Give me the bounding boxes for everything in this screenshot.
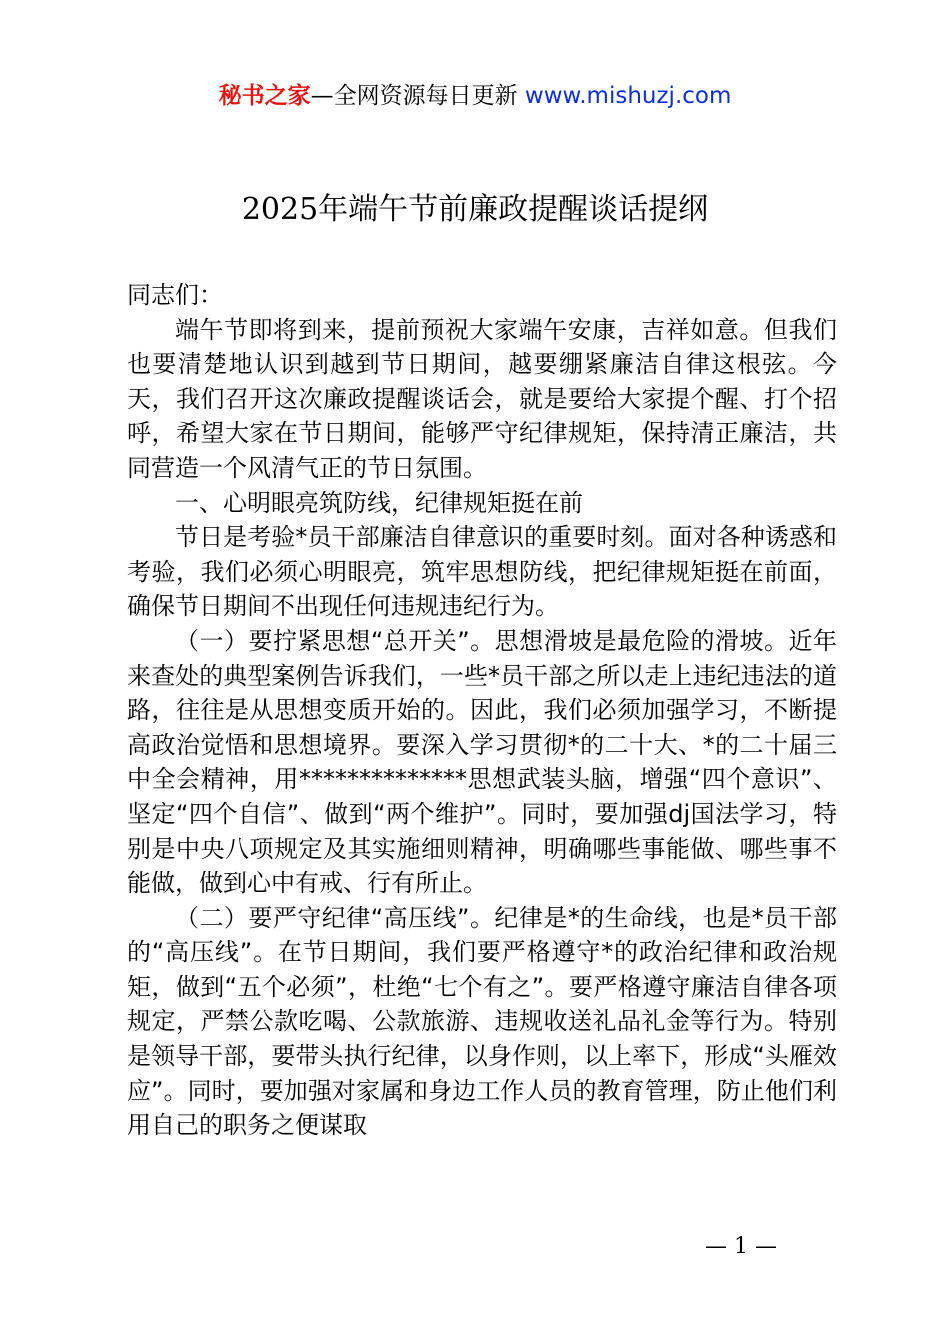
- page-number: — 1 —: [705, 1234, 777, 1259]
- document-title: 2025年端午节前廉政提醒谈话提纲: [241, 192, 709, 227]
- site-tagline: —全网资源每日更新: [310, 83, 525, 109]
- salutation: 同志们：: [127, 281, 223, 309]
- paragraph-intro: 端午节即将到来，提前预祝大家端午安康，吉祥如意。但我们也要清楚地认识到越到节日期间，越要绷紧廉洁自律这根弦。今天，我们召开这次廉政提醒谈话会，就是要给大家提个醒、打个招呼，希望大家在节日期间，能够严守纪律规矩，保持清正廉洁，共同营造一个风清气正的节日氛围。: [127, 315, 837, 482]
- site-banner: [0, 80, 950, 112]
- site-brand: 秘书之家: [218, 83, 311, 109]
- paragraph-point-1: （一）要拧紧思想“总开关”。思想滑坡是最危险的滑坡。近年来查处的典型案例告诉我们，一些*员干部之所以走上违纪违法的道路，往往是从思想变质开始的。因此，我们必须加强学习，不断提高政治觉悟和思想境界。要深入学习贯彻*的二十大、*的二十届三中全会精神，用**************思想武装头脑，增强“四个意识”、坚定“四个自信”、做到“两个维护”。同时，要加强dj国法学习，特别是中央八项规定及其实施细则精神，明确哪些事能做、哪些事不能做，做到心中有戒、行有所止。: [127, 626, 837, 898]
- paragraph-point-2: （二）要严守纪律“高压线”。纪律是*的生命线，也是*员干部的“高压线”。在节日期间，我们要严格遵守*的政治纪律和政治规矩，做到“五个必须”，杜绝“七个有之”。要严格遵守廉洁自律各项规定，严禁公款吃喝、公款旅游、违规收送礼品礼金等行为。特别是领导干部，要带头执行纪律，以身作则，以上率下，形成“头雁效应”。同时，要加强对家属和身边工作人员的教育管理，防止他们利用自己的职务之便谋取: [127, 903, 837, 1140]
- paragraph-section-1: 节日是考验*员干部廉洁自律意识的重要时刻。面对各种诱惑和考验，我们必须心明眼亮，筑牢思想防线，把纪律规矩挺在前面，确保节日期间不出现任何违规违纪行为。: [127, 523, 837, 621]
- site-url-link[interactable]: www.mishuzj.com: [524, 83, 732, 109]
- document-body: [127, 278, 837, 1143]
- section-heading-1: 一、心明眼亮筑防线，纪律规矩挺在前: [175, 488, 583, 517]
